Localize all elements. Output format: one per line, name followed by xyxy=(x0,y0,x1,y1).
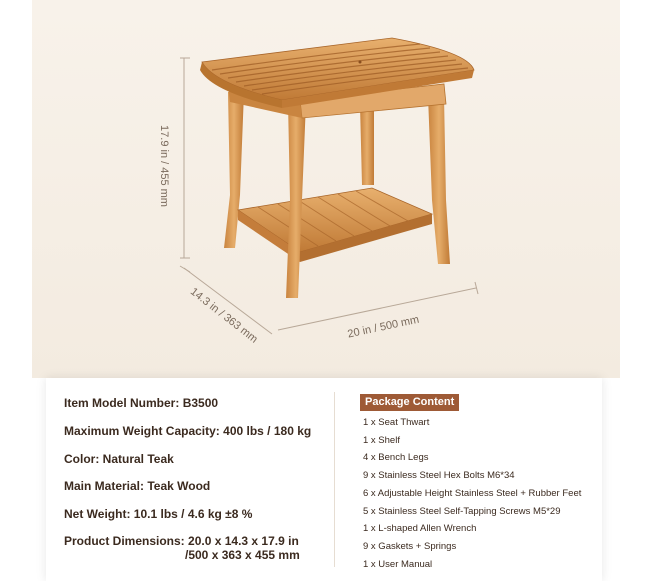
package-item: 5 x Stainless Steel Self-Tapping Screws M5*29 xyxy=(363,506,561,517)
spec-dimensions: Product Dimensions: 20.0 x 14.3 x 17.9 in xyxy=(64,534,299,548)
spec-model: Item Model Number: B3500 xyxy=(64,396,219,410)
width-label: 20 in / 500 mm xyxy=(346,313,421,341)
package-item: 9 x Stainless Steel Hex Bolts M6*34 xyxy=(363,470,515,481)
depth-label: 14.3 in / 363 mm xyxy=(187,285,260,346)
package-item: 9 x Gaskets + Springs xyxy=(363,541,457,552)
panel-divider xyxy=(334,392,335,567)
package-item: 1 x Shelf xyxy=(363,435,400,446)
package-item: 6 x Adjustable Height Stainless Steel + Rubber Feet xyxy=(363,488,582,499)
back-right-leg xyxy=(360,104,374,185)
height-label: 17.9 in / 455 mm xyxy=(158,125,170,207)
spec-material: Main Material: Teak Wood xyxy=(64,479,211,493)
package-item: 4 x Bench Legs xyxy=(363,452,429,463)
spec-net-weight: Net Weight: 10.1 lbs / 4.6 kg ±8 % xyxy=(64,507,253,521)
spec-weight-capacity: Maximum Weight Capacity: 400 lbs / 180 kg xyxy=(64,424,312,438)
package-content-title: Package Content xyxy=(360,394,459,411)
specifications-panel xyxy=(46,378,602,581)
spec-color: Color: Natural Teak xyxy=(64,452,174,466)
package-item: 1 x Seat Thwart xyxy=(363,417,430,428)
package-item: 1 x L-shaped Allen Wrench xyxy=(363,523,477,534)
height-dimension-line xyxy=(180,58,190,258)
back-left-leg xyxy=(224,92,244,248)
spec-dimensions-metric: /500 x 363 x 455 mm xyxy=(185,548,300,562)
front-right-leg xyxy=(428,96,450,264)
package-item: 1 x User Manual xyxy=(363,559,433,570)
